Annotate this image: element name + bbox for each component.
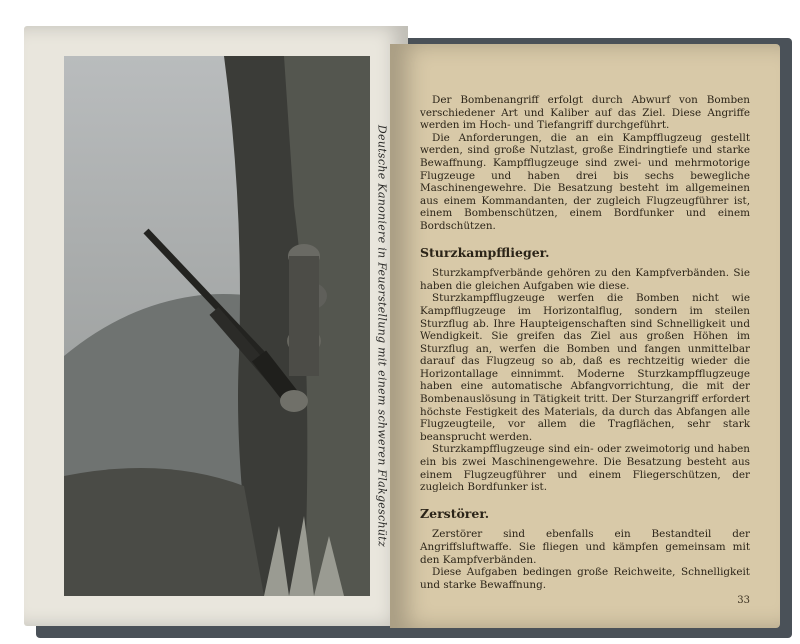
paragraph: Zerstörer sind ebenfalls ein Bestandteil der Angriffsluftwaffe. Sie fliegen und kämpfen gemeinsam mit den Kampfverbänden. xyxy=(420,528,750,566)
paragraph: Die Anforderungen, die an ein Kampfflugzeug gestellt werden, sind große Nutzlast, große Eindringtiefe und starke Bewaffnung. Kampfflugzeuge sind zwei- und mehrmotorige Flugzeuge und haben drei bis sechs bewegliche Maschinengewehre. Die Besatzung besteht im allgemeinen aus einem Kommandanten, der zugleich Flugzeugführer ist, einem Bombenschützen, einem Bordfunker und einem Bordschützen. xyxy=(420,131,750,232)
photo-flak-gun xyxy=(64,56,370,596)
paragraph: Sturzkampfflugzeuge sind ein- oder zweimotorig und haben ein bis zwei Maschinengewehre. Die Besatzung besteht aus einem Flugzeugführer und einem Fliegerschützen, der zugleich Bordfunker ist. xyxy=(420,443,750,494)
photo-illustration xyxy=(64,56,370,596)
paragraph: Diese Aufgaben bedingen große Reichweite, Schnelligkeit und starke Bewaffnung. xyxy=(420,566,750,591)
page-number: 33 xyxy=(737,595,750,606)
paragraph: Sturzkampfverbände gehören zu den Kampfverbänden. Sie haben die gleichen Aufgaben wie diese. xyxy=(420,267,750,292)
photo-caption-text: Deutsche Kanoniere in Feuerstellung mit einem schweren Flakgeschütz xyxy=(375,124,389,548)
paragraph: Der Bombenangriff erfolgt durch Abwurf von Bomben verschiedener Art und Kaliber auf das Ziel. Diese Angriffe werden im Hoch- und Tiefangriff durchgeführt. xyxy=(420,94,750,132)
section-heading: Sturzkampfflieger. xyxy=(420,244,550,260)
left-page xyxy=(24,26,408,626)
page-text xyxy=(420,94,750,591)
paragraph: Sturzkampfflugzeuge werfen die Bomben nicht wie Kampfflugzeuge im Horizontalflug, sondern im steilen Sturzflug ab. Ihre Haupteigenschaften sind Schnelligkeit und Wendigkeit. Sie greifen das Ziel aus großen Höhen im Sturzflug an, werfen die Bomben und fangen unmittelbar darauf das Flugzeug so ab, daß es rechtzeitig wieder die Horizontallage einnimmt. Moderne Sturzkampfflugzeuge haben eine automatische Abfangvorrichtung, die mit der Bombenauslösung in Tätigkeit tritt. Der Sturzangriff erfordert höchste Festigkeit des Materials, da durch das Abfangen alle Flugzeugteile, vor allem die Tragflächen, sehr stark beansprucht werden. xyxy=(420,292,750,443)
section-heading: Zerstörer. xyxy=(420,505,490,521)
right-page xyxy=(390,44,780,628)
open-book xyxy=(24,20,784,632)
